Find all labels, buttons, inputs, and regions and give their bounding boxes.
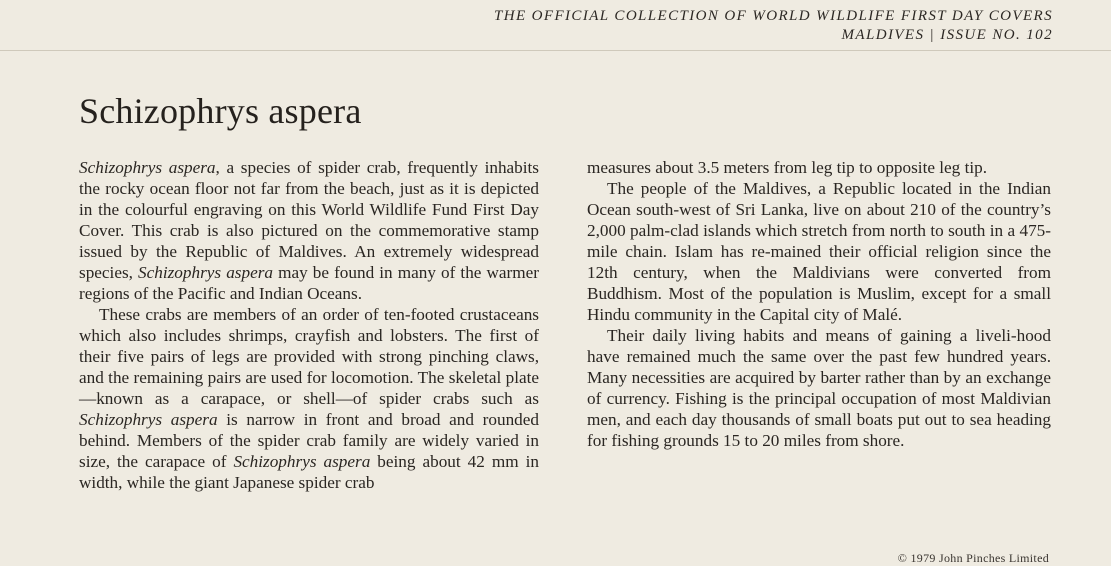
- issue-number: MALDIVES | ISSUE NO. 102: [841, 27, 1053, 43]
- collection-title: THE OFFICIAL COLLECTION OF WORLD WILDLIFE FIRST DAY COVERS: [493, 8, 1053, 24]
- left-column: [79, 157, 539, 493]
- page-title: Schizophrys aspera: [79, 91, 362, 131]
- text-span: is narrow in front and broad and rounded behind. Members of the spider crab family are widely varied in size, the carapace of: [79, 410, 539, 471]
- copyright-notice: © 1979 John Pinches Limited: [897, 551, 1049, 565]
- paragraph-anatomy: [79, 304, 539, 493]
- text-span: These crabs are members of an order of ten-footed crustaceans which also includes shrimps, crayfish and lobsters. The first of their five pairs of legs are provided with strong pinching claws, and the remaining pairs are used for locomotion. The skeletal plate—known as a carapace, or shell—of spider crabs such as: [79, 305, 539, 408]
- species-name: Schizophrys aspera: [138, 263, 273, 282]
- text-span: , a species of spider crab, frequently inhabits the rocky ocean floor not far from the beach, just as it is depicted in the colourful engraving on this World Wildlife Fund First Day Cover. This crab is also pictured on the commemorative stamp issued by the Republic of Maldives. An extremely widespread species,: [79, 158, 539, 282]
- paragraph-continued: measures about 3.5 meters from leg tip to opposite leg tip.: [587, 158, 988, 177]
- header-divider: [0, 50, 1111, 51]
- paragraph-intro: [79, 157, 539, 304]
- text-span: being about 42 mm in width, while the giant Japanese spider crab: [79, 452, 539, 492]
- paragraph-people: The people of the Maldives, a Republic located in the Indian Ocean south-west of Sri Lanka, live on about 210 of the country’s 2,000 palm-clad islands which stretch from north to south in a 475-mile chain. Islam has re-mained their official religion since the 12th century, when the Maldivians were converted from Buddhism. Most of the population is Muslim, except for a small Hindu community in the Capital city of Malé.: [587, 179, 1051, 324]
- right-column: [587, 157, 1051, 451]
- species-name: Schizophrys aspera: [233, 452, 371, 471]
- text-span: may be found in many of the warmer regions of the Pacific and Indian Oceans.: [79, 263, 539, 303]
- species-name: Schizophrys aspera: [79, 410, 218, 429]
- collection-header: [494, 7, 1053, 45]
- species-name: Schizophrys aspera: [79, 158, 216, 177]
- paragraph-livelihood: Their daily living habits and means of gaining a liveli-hood have remained much the same over the past few hundred years. Many necessities are acquired by barter rather than by an exchange of currency. Fishing is the principal occupation of most Maldivian men, and each day thousands of small boats put out to sea heading for fishing grounds 15 to 20 miles from shore.: [587, 326, 1051, 450]
